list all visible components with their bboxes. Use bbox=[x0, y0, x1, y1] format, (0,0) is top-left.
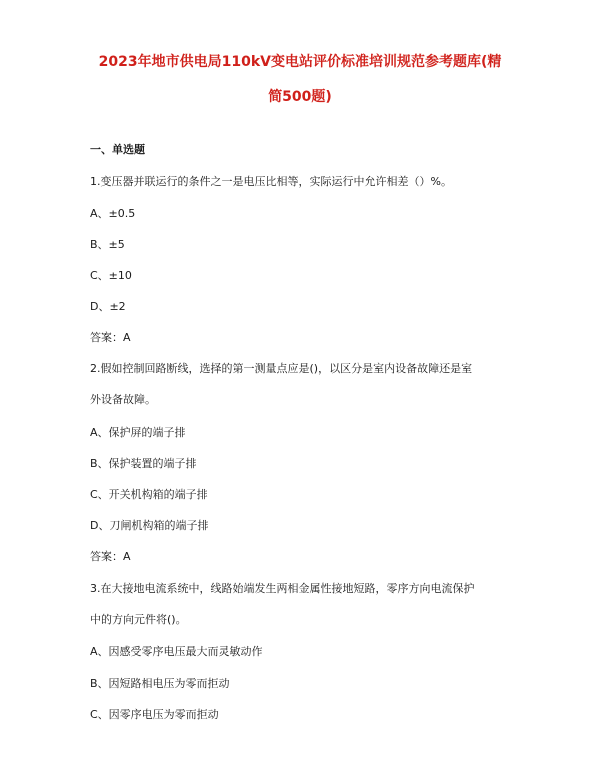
option-b: B、因短路相电压为零而拒动 bbox=[90, 677, 230, 690]
question-stem: 1.变压器并联运行的条件之一是电压比相等，实际运行中允许相差（）%。 bbox=[90, 175, 452, 188]
option-d: D、刀闸机构箱的端子排 bbox=[90, 519, 209, 532]
question-stem-continued: 外设备故障。 bbox=[90, 393, 156, 406]
document-title-line-2: 简500题) bbox=[268, 89, 332, 105]
section-heading: 一、单选题 bbox=[90, 143, 145, 156]
document-title-line-1: 2023年地市供电局110kV变电站评价标准培训规范参考题库(精 bbox=[98, 54, 502, 70]
question-stem-continued: 中的方向元件将()。 bbox=[90, 613, 187, 626]
option-c: C、±10 bbox=[90, 269, 132, 282]
question-stem: 3.在大接地电流系统中，线路始端发生两相金属性接地短路，零序方向电流保护 bbox=[90, 582, 475, 595]
option-c: C、开关机构箱的端子排 bbox=[90, 488, 208, 501]
option-c: C、因零序电压为零而拒动 bbox=[90, 708, 219, 721]
option-a: A、±0.5 bbox=[90, 207, 136, 220]
option-a: A、保护屏的端子排 bbox=[90, 426, 186, 439]
option-d: D、±2 bbox=[90, 300, 126, 313]
option-a: A、因感受零序电压最大而灵敏动作 bbox=[90, 645, 263, 658]
answer: 答案：A bbox=[90, 331, 131, 344]
question-stem: 2.假如控制回路断线，选择的第一测量点应是()，以区分是室内设备故障还是室 bbox=[90, 362, 473, 375]
option-b: B、±5 bbox=[90, 238, 125, 251]
option-b: B、保护装置的端子排 bbox=[90, 457, 197, 470]
answer: 答案：A bbox=[90, 550, 131, 563]
